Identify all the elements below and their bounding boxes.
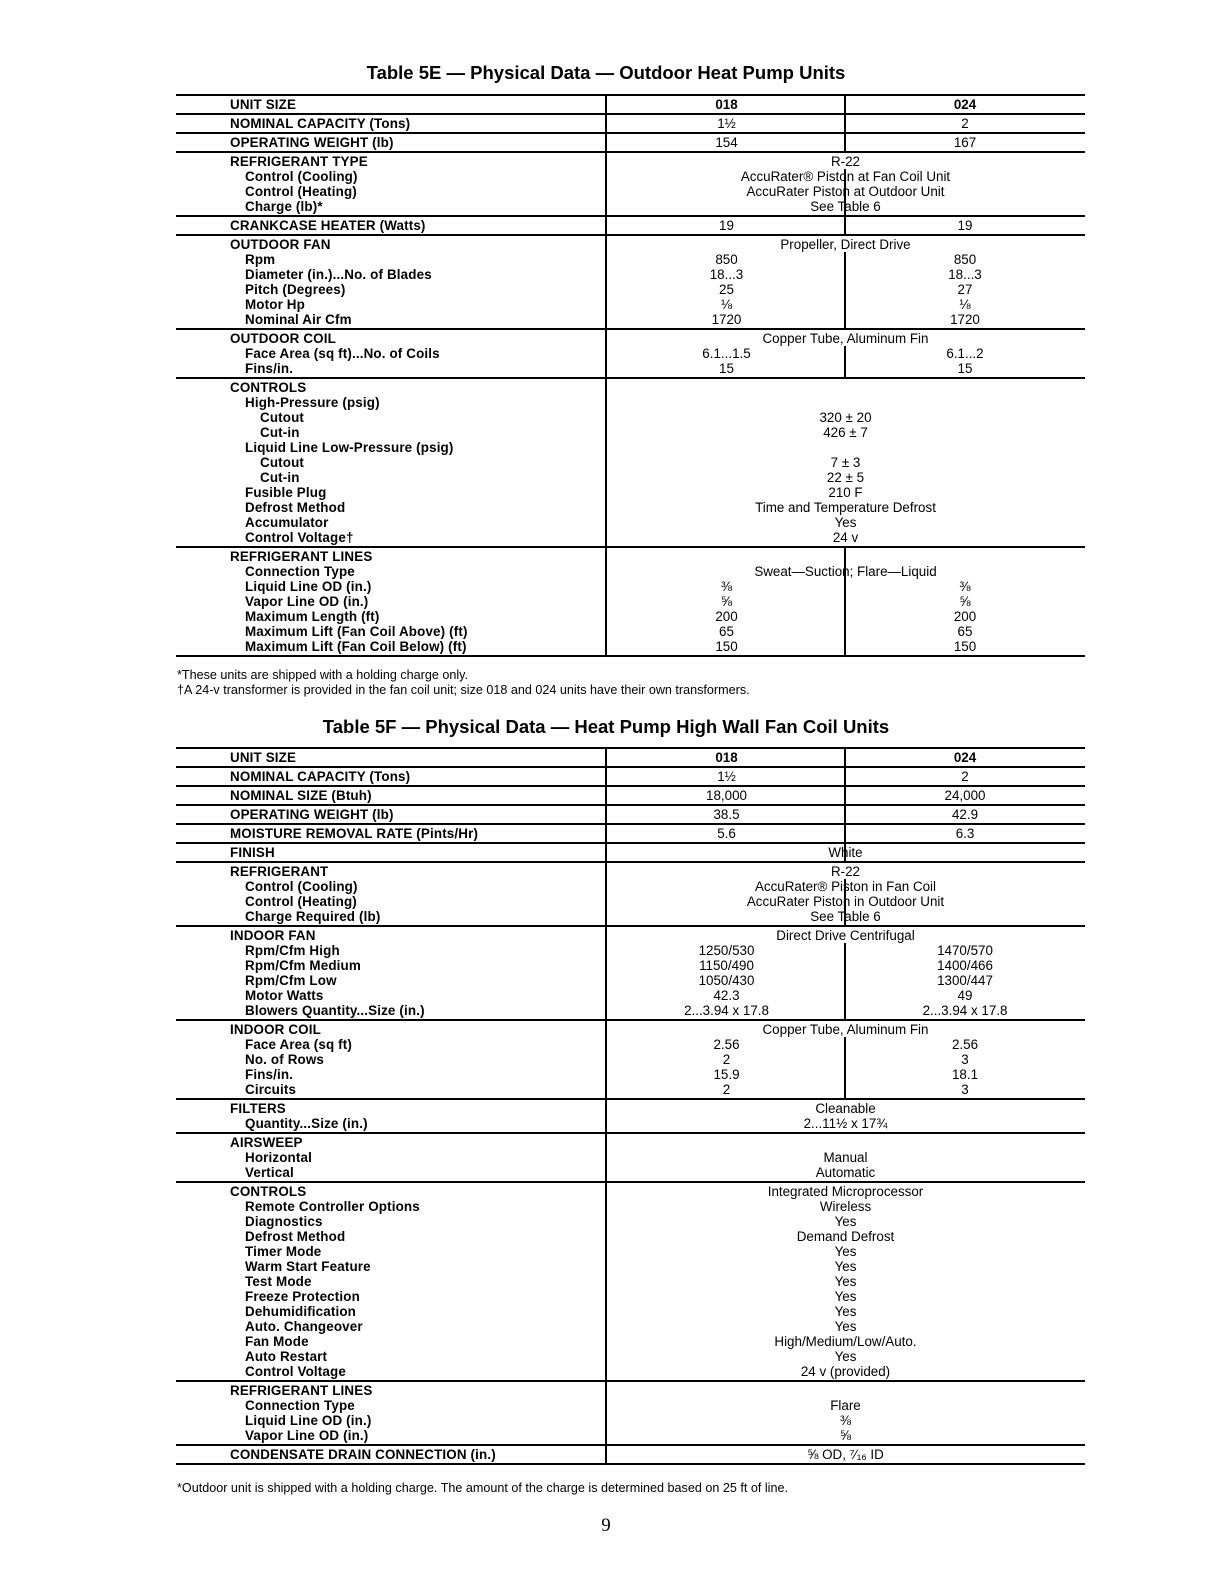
row-label: Maximum Lift (Fan Coil Above) (ft) [245, 624, 468, 639]
table-row [176, 1165, 1085, 1180]
table-row-group [176, 785, 1085, 804]
value-024: 200 [953, 609, 977, 624]
table-row [176, 455, 1085, 470]
row-label: OPERATING WEIGHT (lb) [230, 135, 394, 150]
value-024: 65 [957, 624, 973, 639]
table-row [176, 549, 1085, 564]
spanning-value: Automatic [815, 1165, 876, 1180]
row-label: REFRIGERANT [230, 864, 329, 879]
table-row [176, 1101, 1085, 1116]
spanning-value: Manual [823, 1150, 868, 1165]
table-row [176, 97, 1085, 112]
table-row [176, 1037, 1085, 1052]
spanning-value: Yes [834, 1259, 857, 1274]
row-label: Vapor Line OD (in.) [245, 594, 369, 609]
table-5f-title: Table 5F — Physical Data — Heat Pump High Wall Fan Coil Units [322, 716, 890, 737]
spanning-value: Time and Temperature Defrost [755, 500, 936, 515]
value-018: 1050/430 [698, 973, 755, 988]
spanning-value: Cleanable [815, 1101, 876, 1116]
table-row [176, 312, 1085, 327]
table-row [176, 1214, 1085, 1229]
table-row [176, 425, 1085, 440]
value-018: 19 [719, 218, 734, 233]
row-label: Face Area (sq ft) [245, 1037, 352, 1052]
table-row [176, 267, 1085, 282]
row-label: OUTDOOR COIL [230, 331, 336, 346]
row-label: Control (Cooling) [245, 169, 358, 184]
value-018: 1720 [711, 312, 742, 327]
table-row [176, 1067, 1085, 1082]
row-label: Freeze Protection [245, 1289, 360, 1304]
row-label: REFRIGERANT LINES [230, 1383, 373, 1398]
table-row [176, 639, 1085, 654]
table-row [176, 988, 1085, 1003]
value-018: ⅜ [720, 579, 733, 594]
spanning-value: Yes [834, 1214, 857, 1229]
value-024: 15 [957, 361, 973, 376]
value-018: 2 [722, 1082, 731, 1097]
spanning-value: Sweat—Suction; Flare—Liquid [754, 564, 937, 579]
table-row [176, 826, 1085, 841]
value-024: 2...3.94 x 17.8 [922, 1003, 1008, 1018]
value-024: 27 [957, 282, 973, 297]
value-024: ⅜ [959, 579, 971, 594]
table-row [176, 1003, 1085, 1018]
row-label: Auto Restart [245, 1349, 328, 1364]
value-018: 6.1...1.5 [702, 346, 751, 361]
row-label: NOMINAL CAPACITY (Tons) [230, 769, 411, 784]
table-row [176, 1022, 1085, 1037]
table-row [176, 1319, 1085, 1334]
value-024: 2.56 [951, 1037, 979, 1052]
table-row [176, 361, 1085, 376]
row-label: Dehumidification [245, 1304, 357, 1319]
row-label: CRANKCASE HEATER (Watts) [230, 218, 426, 233]
spanning-value: Yes [834, 1244, 857, 1259]
value-018: 850 [715, 252, 738, 267]
table-5f-footnote: *Outdoor unit is shipped with a holding charge. The amount of the charge is determined based on 25 ft of line. [177, 1481, 788, 1495]
table-row-group [176, 94, 1085, 113]
row-label: Test Mode [245, 1274, 312, 1289]
table-row-group [176, 1132, 1085, 1181]
value-024: 3 [961, 1082, 969, 1097]
value-024: 18.1 [951, 1067, 979, 1082]
row-label: Liquid Line OD (in.) [245, 1413, 372, 1428]
table-5f [176, 747, 1085, 1465]
table-row [176, 346, 1085, 361]
row-label: Timer Mode [245, 1244, 322, 1259]
table-row-group [176, 215, 1085, 234]
table-row [176, 135, 1085, 150]
spanning-value: High/Medium/Low/Auto. [774, 1334, 917, 1349]
table-row-group [176, 546, 1085, 657]
value-018: 2 [722, 1052, 731, 1067]
table-row [176, 864, 1085, 879]
table-row-group [176, 1019, 1085, 1098]
value-018: 15.9 [713, 1067, 740, 1082]
table-5e-footnote: †A 24-v transformer is provided in the fan coil unit; size 018 and 024 units have their own transformers. [177, 683, 750, 697]
value-024: 6.1...2 [946, 346, 984, 361]
row-label: Maximum Length (ft) [245, 609, 380, 624]
table-row [176, 470, 1085, 485]
spanning-value: Yes [834, 1349, 857, 1364]
row-label: Accumulator [245, 515, 329, 530]
row-label: Blowers Quantity...Size (in.) [245, 1003, 425, 1018]
row-label: FINISH [230, 845, 275, 860]
table-row-group [176, 925, 1085, 1019]
row-label: Defrost Method [245, 500, 346, 515]
table-row [176, 1135, 1085, 1150]
value-024: ⅛ [959, 297, 971, 312]
value-024: 1470/570 [937, 943, 993, 958]
row-label: Charge Required (lb) [245, 909, 381, 924]
value-018: 018 [715, 97, 738, 112]
table-row [176, 894, 1085, 909]
spanning-value: AccuRater Piston at Outdoor Unit [746, 184, 945, 199]
spanning-value: Demand Defrost [796, 1229, 895, 1244]
row-label: Connection Type [245, 564, 355, 579]
row-label: Cut-in [260, 425, 300, 440]
row-label: Control (Cooling) [245, 879, 358, 894]
table-row [176, 1184, 1085, 1199]
value-018: 42.3 [713, 988, 740, 1003]
table-row [176, 1334, 1085, 1349]
spanning-value: 320 ± 20 [819, 410, 872, 425]
value-024: 150 [953, 639, 977, 654]
value-018: 5.6 [717, 826, 736, 841]
row-label: OPERATING WEIGHT (lb) [230, 807, 394, 822]
row-label: Face Area (sq ft)...No. of Coils [245, 346, 440, 361]
value-018: 38.5 [713, 807, 740, 822]
row-label: Maximum Lift (Fan Coil Below) (ft) [245, 639, 467, 654]
value-018: 2.56 [713, 1037, 740, 1052]
spanning-value: 24 v (provided) [800, 1364, 891, 1379]
table-row [176, 958, 1085, 973]
table-row [176, 380, 1085, 395]
spanning-value: Propeller, Direct Drive [780, 237, 911, 252]
table-row [176, 1199, 1085, 1214]
spanning-value: ⅝ OD, ⁷⁄₁₆ ID [807, 1447, 884, 1462]
table-row [176, 237, 1085, 252]
value-024: 2 [961, 769, 969, 784]
row-label: CONTROLS [230, 1184, 307, 1199]
spanning-value: 22 ± 5 [826, 470, 865, 485]
table-row-group [176, 823, 1085, 842]
table-row [176, 879, 1085, 894]
row-label: INDOOR COIL [230, 1022, 321, 1037]
row-label: Circuits [245, 1082, 297, 1097]
row-label: High-Pressure (psig) [245, 395, 380, 410]
table-row [176, 440, 1085, 455]
table-row [176, 624, 1085, 639]
row-label: Vertical [245, 1165, 294, 1180]
value-018: ⅝ [720, 594, 733, 609]
value-024: 024 [953, 750, 977, 765]
row-label: NOMINAL SIZE (Btuh) [230, 788, 372, 803]
table-row-group [176, 1181, 1085, 1380]
spanning-value: AccuRater® Piston in Fan Coil [754, 879, 937, 894]
table-5e [176, 94, 1085, 657]
table-row [176, 1364, 1085, 1379]
value-018: 1150/490 [699, 958, 754, 973]
row-label: INDOOR FAN [230, 928, 316, 943]
spanning-value: See Table 6 [810, 909, 881, 924]
row-label: Rpm/Cfm Medium [245, 958, 361, 973]
row-label: Defrost Method [245, 1229, 346, 1244]
spanning-value: AccuRater Piston in Outdoor Unit [746, 894, 945, 909]
table-5e-title: Table 5E — Physical Data — Outdoor Heat Pump Units [366, 62, 846, 83]
value-018: 018 [715, 750, 738, 765]
row-label: UNIT SIZE [230, 750, 297, 765]
spanning-value: 426 ± 7 [823, 425, 868, 440]
row-label: Diameter (in.)...No. of Blades [245, 267, 432, 282]
row-label: Control Voltage† [245, 530, 354, 545]
table-row [176, 973, 1085, 988]
table-row [176, 1304, 1085, 1319]
row-label: Fins/in. [245, 361, 294, 376]
table-row [176, 609, 1085, 624]
row-label: Liquid Line Low-Pressure (psig) [245, 440, 454, 455]
spanning-value: See Table 6 [810, 199, 881, 214]
table-row [176, 331, 1085, 346]
value-018: 154 [715, 135, 738, 150]
row-label: Auto. Changeover [245, 1319, 363, 1334]
value-018: ⅛ [720, 297, 733, 312]
row-label: Motor Watts [245, 988, 324, 1003]
spanning-value: ⅝ [839, 1428, 852, 1443]
value-024: 1300/447 [937, 973, 993, 988]
table-row [176, 184, 1085, 199]
row-label: Connection Type [245, 1398, 355, 1413]
spanning-value: Copper Tube, Aluminum Fin [762, 331, 929, 346]
value-024: 3 [961, 1052, 969, 1067]
table-row [176, 410, 1085, 425]
row-label: Rpm [245, 252, 276, 267]
table-row [176, 116, 1085, 131]
spanning-value: AccuRater® Piston at Fan Coil Unit [740, 169, 951, 184]
table-row-group [176, 328, 1085, 377]
table-row-group [176, 747, 1085, 766]
table-row [176, 199, 1085, 214]
table-row-group [176, 1098, 1085, 1132]
spanning-value: Flare [830, 1398, 861, 1413]
row-label: Vapor Line OD (in.) [245, 1428, 369, 1443]
row-label: CONTROLS [230, 380, 307, 395]
value-024: 167 [953, 135, 977, 150]
table-row [176, 909, 1085, 924]
table-row [176, 564, 1085, 579]
table-row-group [176, 804, 1085, 823]
table-row [176, 1398, 1085, 1413]
row-label: Pitch (Degrees) [245, 282, 346, 297]
row-label: Rpm/Cfm Low [245, 973, 337, 988]
row-label: Liquid Line OD (in.) [245, 579, 372, 594]
table-row [176, 845, 1085, 860]
row-label: MOISTURE REMOVAL RATE (Pints/Hr) [230, 826, 479, 841]
table-row [176, 282, 1085, 297]
row-label: Quantity...Size (in.) [245, 1116, 368, 1131]
value-024: 850 [953, 252, 977, 267]
row-label: AIRSWEEP [230, 1135, 303, 1150]
row-label: NOMINAL CAPACITY (Tons) [230, 116, 411, 131]
table-row-group [176, 234, 1085, 328]
row-label: UNIT SIZE [230, 97, 297, 112]
row-label: No. of Rows [245, 1052, 325, 1067]
table-row-group [176, 766, 1085, 785]
spanning-value: Yes [834, 1319, 857, 1334]
table-row [176, 1289, 1085, 1304]
spanning-value: Yes [834, 1304, 857, 1319]
table-row [176, 769, 1085, 784]
value-018: 1½ [717, 769, 736, 784]
table-row-group [176, 842, 1085, 861]
table-row [176, 218, 1085, 233]
value-024: ⅝ [959, 594, 971, 609]
table-row [176, 1229, 1085, 1244]
table-row [176, 500, 1085, 515]
table-row [176, 750, 1085, 765]
page-number: 9 [601, 1515, 611, 1536]
table-row-group [176, 113, 1085, 132]
row-label: Fins/in. [245, 1067, 294, 1082]
spanning-value: R-22 [830, 154, 861, 169]
table-row [176, 928, 1085, 943]
row-label: Cut-in [260, 470, 300, 485]
row-label: Fan Mode [245, 1334, 309, 1349]
row-label: REFRIGERANT TYPE [230, 154, 368, 169]
spanning-value: 24 v [832, 530, 859, 545]
value-024: 2 [961, 116, 969, 131]
value-024: 19 [957, 218, 973, 233]
table-row [176, 788, 1085, 803]
row-label: Diagnostics [245, 1214, 323, 1229]
row-label: Control Voltage [245, 1364, 346, 1379]
value-024: 18...3 [948, 267, 982, 282]
value-018: 150 [715, 639, 738, 654]
table-row [176, 1082, 1085, 1097]
row-label: CONDENSATE DRAIN CONNECTION (in.) [230, 1447, 496, 1462]
table-row [176, 1413, 1085, 1428]
table-row-group [176, 151, 1085, 215]
spanning-value: ⅜ [839, 1413, 852, 1428]
table-row [176, 1349, 1085, 1364]
table-row [176, 395, 1085, 410]
table-row-group [176, 132, 1085, 151]
value-018: 1250/530 [698, 943, 755, 958]
value-018: 25 [719, 282, 734, 297]
row-label: Charge (lb)* [245, 199, 323, 214]
spanning-value: Wireless [819, 1199, 872, 1214]
table-row [176, 530, 1085, 545]
value-024: 1400/466 [937, 958, 993, 973]
table-row [176, 1052, 1085, 1067]
spanning-value: 2...11½ x 17¾ [803, 1116, 888, 1131]
value-024: 24,000 [944, 788, 986, 803]
spanning-value: 7 ± 3 [830, 455, 861, 470]
row-label: FILTERS [230, 1101, 286, 1116]
table-row-group [176, 861, 1085, 925]
row-label: REFRIGERANT LINES [230, 549, 373, 564]
row-label: Remote Controller Options [245, 1199, 420, 1214]
spanning-value: Copper Tube, Aluminum Fin [762, 1022, 929, 1037]
table-row [176, 297, 1085, 312]
spanning-value: 210 F [828, 485, 863, 500]
table-row [176, 1259, 1085, 1274]
table-5e-footnote: *These units are shipped with a holding charge only. [177, 668, 469, 682]
table-row [176, 154, 1085, 169]
row-label: Control (Heating) [245, 894, 357, 909]
spanning-value: R-22 [830, 864, 861, 879]
value-024: 1720 [950, 312, 980, 327]
table-row-group [176, 1380, 1085, 1444]
spanning-value: Yes [834, 1289, 857, 1304]
table-row [176, 1244, 1085, 1259]
value-018: 1½ [717, 116, 736, 131]
table-row [176, 252, 1085, 267]
row-label: Motor Hp [245, 297, 305, 312]
row-label: Cutout [260, 455, 305, 470]
value-024: 024 [953, 97, 977, 112]
table-row-group [176, 377, 1085, 546]
table-row [176, 1150, 1085, 1165]
table-row [176, 169, 1085, 184]
spanning-value: Yes [834, 515, 857, 530]
row-label: Fusible Plug [245, 485, 327, 500]
value-018: 2...3.94 x 17.8 [684, 1003, 769, 1018]
row-label: Horizontal [245, 1150, 312, 1165]
row-label: Warm Start Feature [245, 1259, 371, 1274]
table-row [176, 1447, 1085, 1462]
row-label: OUTDOOR FAN [230, 237, 331, 252]
spanning-value: White [828, 845, 863, 860]
spanning-value: Integrated Microprocessor [767, 1184, 924, 1199]
table-row [176, 1428, 1085, 1443]
table-row [176, 1383, 1085, 1398]
table-row [176, 594, 1085, 609]
value-018: 18,000 [706, 788, 747, 803]
table-row [176, 1274, 1085, 1289]
table-row [176, 943, 1085, 958]
spanning-value: Direct Drive Centrifugal [776, 928, 915, 943]
row-label: Cutout [260, 410, 305, 425]
table-row [176, 807, 1085, 822]
row-label: Rpm/Cfm High [245, 943, 340, 958]
value-024: 49 [957, 988, 973, 1003]
table-row [176, 485, 1085, 500]
table-row-group [176, 1444, 1085, 1465]
table-row [176, 1116, 1085, 1131]
value-018: 15 [719, 361, 734, 376]
value-024: 42.9 [951, 807, 979, 822]
value-018: 65 [719, 624, 734, 639]
value-018: 18...3 [709, 267, 744, 282]
value-024: 6.3 [955, 826, 975, 841]
spanning-value: Yes [834, 1274, 857, 1289]
row-label: Control (Heating) [245, 184, 357, 199]
row-label: Nominal Air Cfm [245, 312, 352, 327]
table-row [176, 515, 1085, 530]
table-row [176, 579, 1085, 594]
value-018: 200 [715, 609, 738, 624]
